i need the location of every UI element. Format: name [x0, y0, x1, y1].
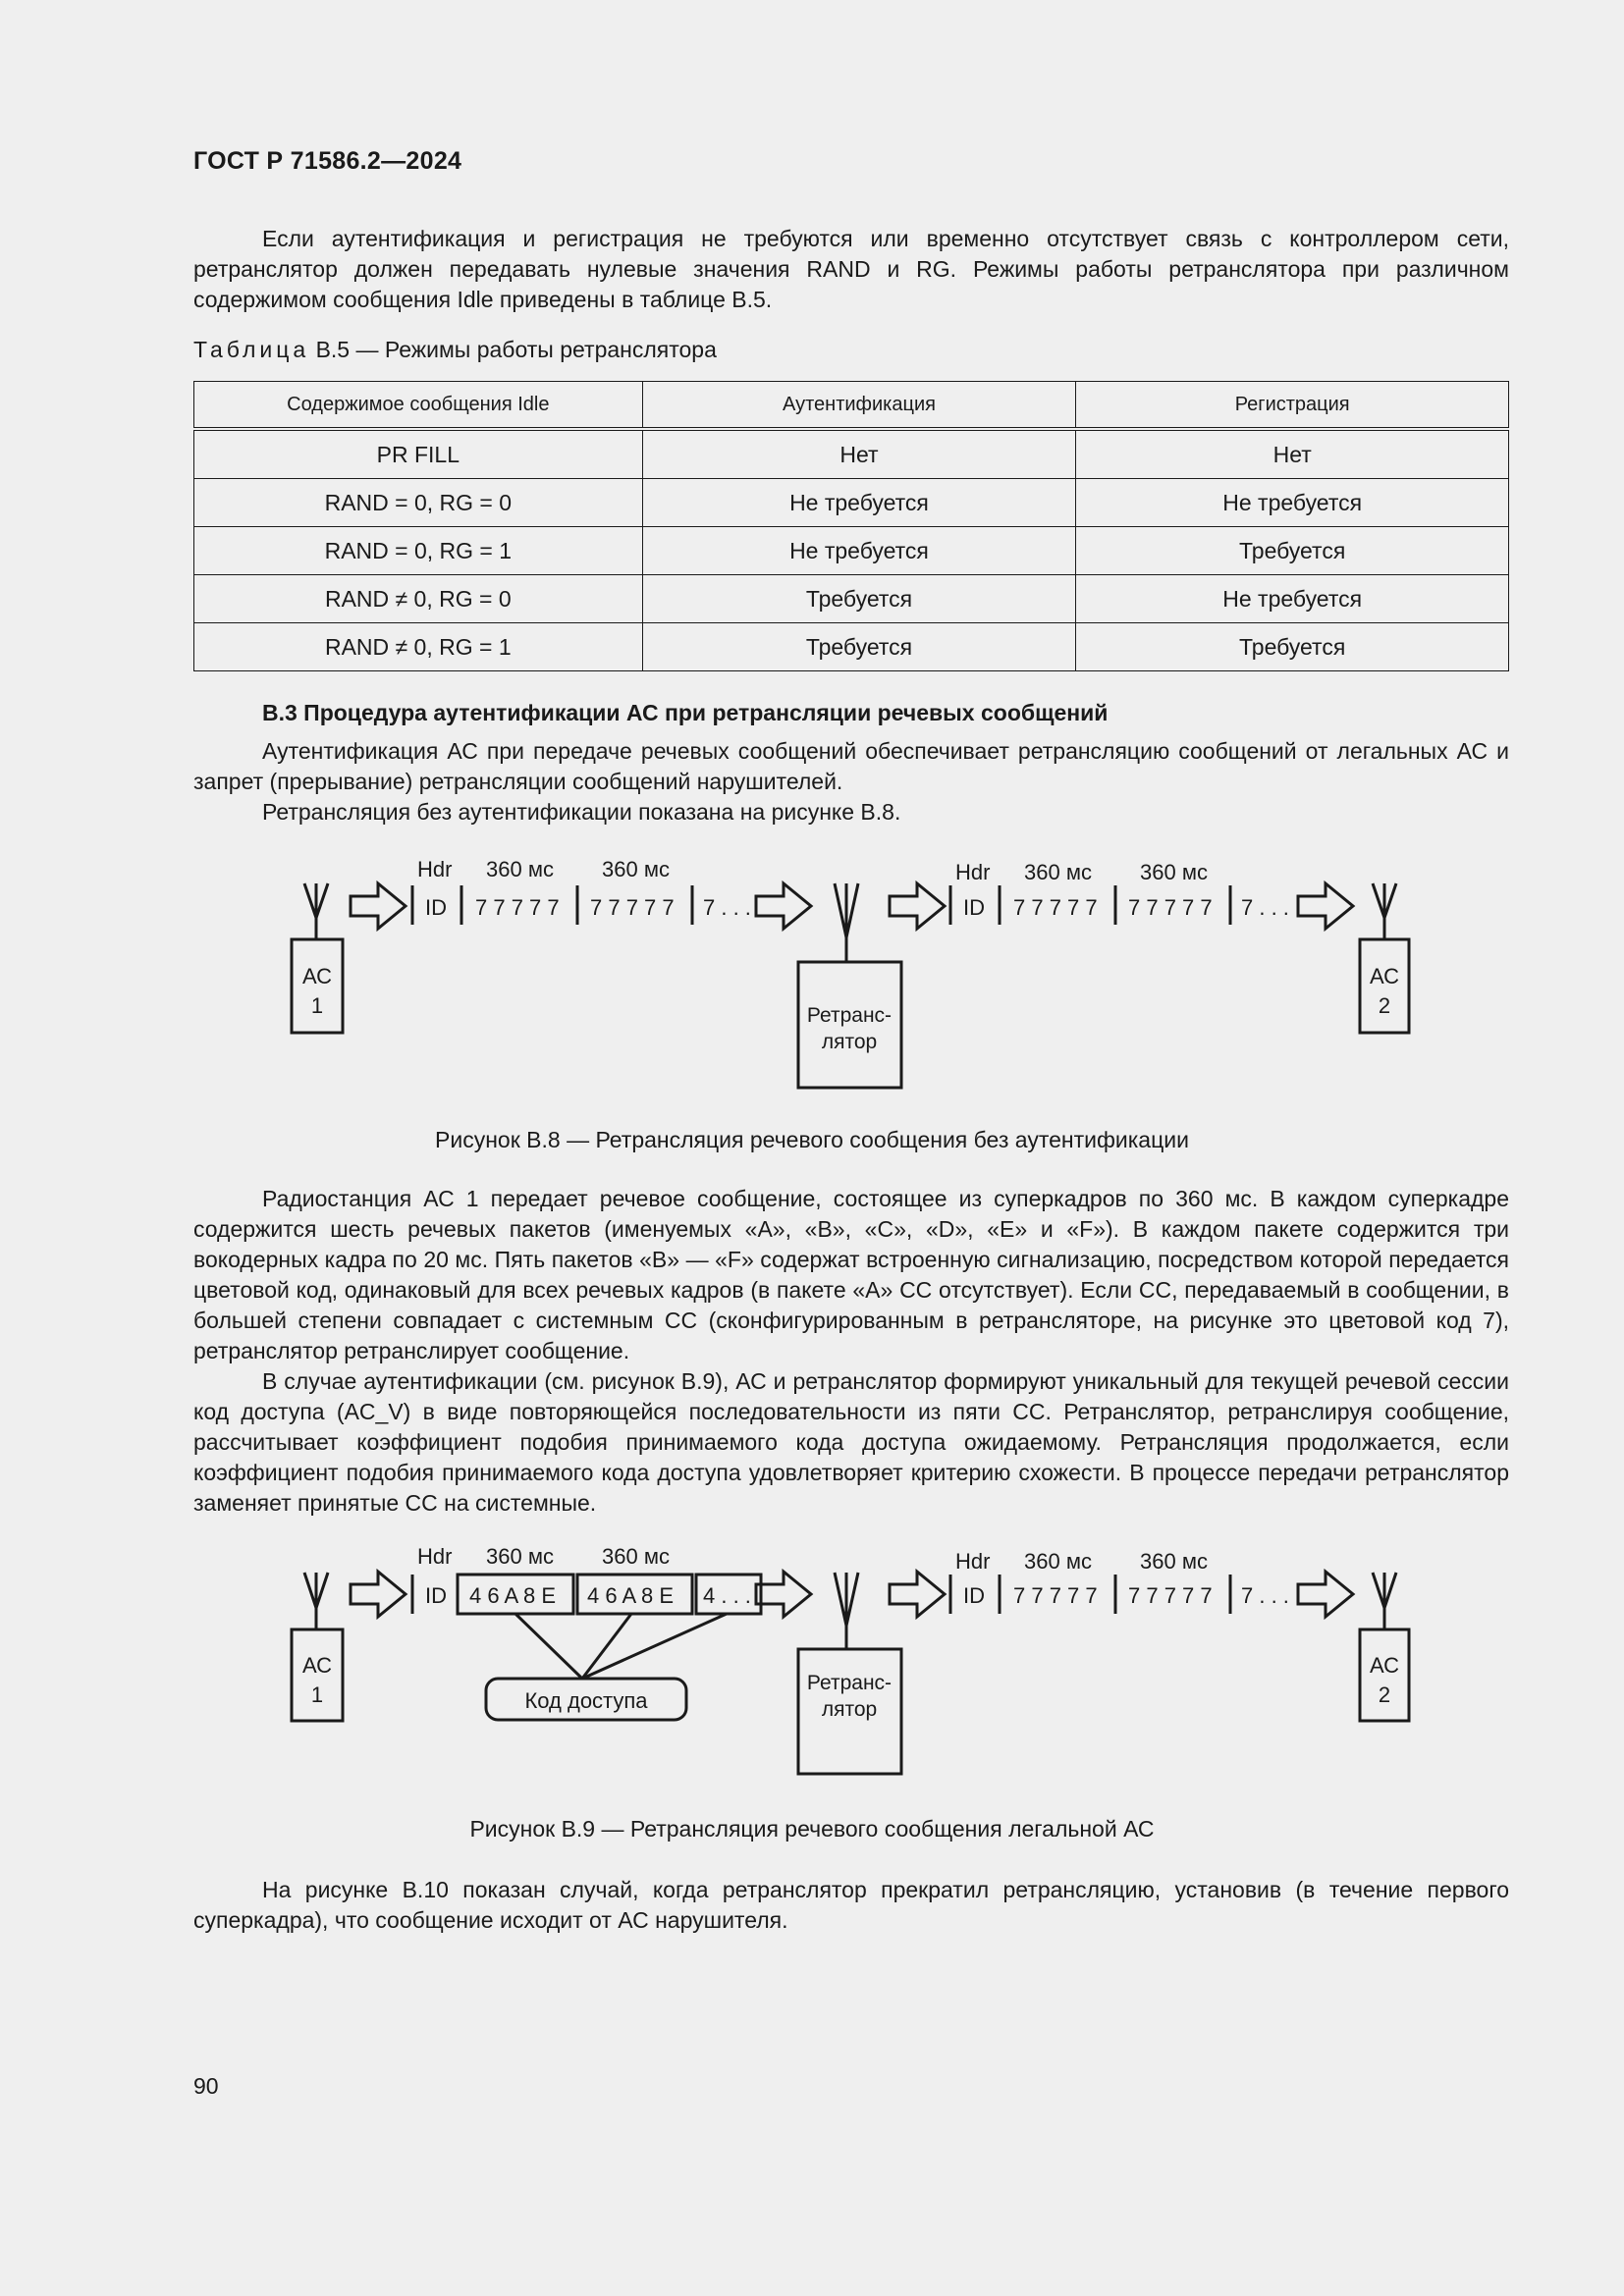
- access-code-value: 4 6 A 8 E: [587, 1583, 675, 1608]
- arrow-right-icon: [1298, 1572, 1353, 1617]
- table-cell: RAND = 0, RG = 1: [194, 527, 643, 575]
- section-paragraph-figure-ref: Ретрансляция без аутентификации показана на рисунке В.8.: [262, 799, 901, 825]
- payload-label: 7 7 7 7 7: [1128, 1583, 1213, 1608]
- table-cell: Не требуется: [642, 527, 1076, 575]
- table-cell: Нет: [642, 429, 1076, 479]
- ac2-number: 2: [1378, 1682, 1391, 1707]
- modes-table: [193, 381, 1509, 671]
- superframe-label: 360 мс: [1140, 1549, 1208, 1574]
- tail-label: 7 . . .: [1241, 895, 1289, 920]
- antenna-icon: [304, 883, 328, 939]
- id-label: ID: [963, 895, 985, 920]
- table-cell: Нет: [1076, 429, 1509, 479]
- section-title: В.3 Процедура аутентификации АС при ретрансляции речевых сообщений: [262, 700, 1109, 725]
- table-cell: Требуется: [1076, 623, 1509, 671]
- table-cell: Не требуется: [642, 479, 1076, 527]
- antenna-icon: [835, 1573, 858, 1649]
- arrow-right-icon: [756, 883, 811, 929]
- table-row: [194, 429, 1509, 479]
- arrow-right-icon: [351, 1572, 406, 1617]
- table-caption-title: В.5 — Режимы работы ретранслятора: [309, 337, 717, 362]
- access-code-value: 4 6 A 8 E: [469, 1583, 557, 1608]
- tail-label: 7 . . .: [703, 895, 751, 920]
- column-header-authentication: Аутентификация: [642, 382, 1076, 430]
- section-paragraph: Аутентификация АС при передаче речевых сообщений обеспечивает ретрансляцию сообщений от легальных АС и запрет (прерывание) ретрансляции сообщений нарушителей.: [193, 738, 1509, 794]
- arrow-right-icon: [890, 1572, 945, 1617]
- table-row: [194, 527, 1509, 575]
- table-cell: RAND ≠ 0, RG = 1: [194, 623, 643, 671]
- antenna-icon: [1373, 1573, 1396, 1629]
- ac2-number: 2: [1378, 993, 1391, 1018]
- superframe-label: 360 мс: [602, 1544, 670, 1569]
- antenna-icon: [304, 1573, 328, 1629]
- table-caption-prefix: Таблица: [193, 337, 310, 362]
- hdr-label: Hdr: [955, 860, 991, 884]
- table-row: [194, 479, 1509, 527]
- superframe-label: 360 мс: [486, 1544, 554, 1569]
- intro-paragraph: Если аутентификация и регистрация не требуются или временно отсутствует связь с контроллером сети, ретранслятор должен передавать нулевые значения RAND и RG. Режимы работы ретранслятора при различном содержимом сообщения Idle приведены в таблице В.5.: [193, 226, 1509, 312]
- hdr-label: Hdr: [955, 1549, 991, 1574]
- payload-label: 7 7 7 7 7: [1013, 1583, 1098, 1608]
- figure-b9-diagram: [0, 1531, 1624, 1787]
- repeater-label: лятор: [821, 1031, 878, 1053]
- table-header-row: [194, 382, 1509, 430]
- payload-label: 7 7 7 7 7: [475, 895, 560, 920]
- body-paragraph: В случае аутентификации (см. рисунок В.9), АС и ретранслятор формируют уникальный для текущей речевой сессии код доступа (AC_V) в виде повторяющейся последовательности из пяти СС. Ретранслятор, ретранслируя сообщение, рассчитывает коэффициент подобия принимаемого кода доступа ожидаемому. Ретрансляция продолжается, если коэффициент подобия принимаемого кода доступа удовлетворяет критерию схожести. В процессе передачи ретранслятор заменяет принятые СС на системные.: [193, 1368, 1509, 1516]
- body-paragraph: Радиостанция АС 1 передает речевое сообщение, состоящее из суперкадров по 360 мс. В каждом суперкадре содержится шесть речевых пакетов (именуемых «А», «В», «С», «D», «Е» и «F»). В каждом пакете содержится три вокодерных кадра по 20 мс. Пять пакетов «В» — «F» содержат встроенную сигнализацию, посредством которой передается цветовой код, одинаковый для всех речевых кадров (в пакете «А» СС отсутствует). Если СС, передаваемый в сообщении, в большей степени совпадает с системным СС (сконфигурированным в ретрансляторе, на рисунке это цветовой код 7), ретранслятор ретранслирует сообщение.: [193, 1186, 1509, 1363]
- access-code-label: Код доступа: [524, 1688, 648, 1713]
- ac2-label: АС: [1369, 1653, 1400, 1678]
- figure-b9-caption: Рисунок В.9 — Ретрансляция речевого сообщения легальной АС: [469, 1816, 1155, 1842]
- table-cell: RAND ≠ 0, RG = 0: [194, 575, 643, 623]
- table-caption: [193, 337, 717, 363]
- hdr-label: Hdr: [417, 1544, 453, 1569]
- table-cell: PR FILL: [194, 429, 643, 479]
- arrow-right-icon: [351, 883, 406, 929]
- hdr-label: Hdr: [417, 857, 453, 881]
- arrow-right-icon: [1298, 883, 1353, 929]
- table-cell: Требуется: [642, 623, 1076, 671]
- column-header-idle-content: Содержимое сообщения Idle: [194, 382, 643, 430]
- tail-label: 7 . . .: [1241, 1583, 1289, 1608]
- table-cell: Требуется: [1076, 527, 1509, 575]
- document-header: ГОСТ Р 71586.2—2024: [193, 147, 462, 175]
- superframe-label: 360 мс: [1024, 1549, 1092, 1574]
- ac1-label: АС: [301, 964, 333, 988]
- ac1-number: 1: [310, 993, 324, 1018]
- table-cell: Требуется: [642, 575, 1076, 623]
- antenna-icon: [1373, 883, 1396, 939]
- id-label: ID: [425, 895, 447, 920]
- table-cell: Не требуется: [1076, 479, 1509, 527]
- access-code-tail: 4 . . .: [703, 1583, 751, 1608]
- repeater-label: лятор: [821, 1698, 878, 1721]
- table-cell: RAND = 0, RG = 0: [194, 479, 643, 527]
- ac1-number: 1: [310, 1682, 324, 1707]
- id-label: ID: [425, 1583, 447, 1608]
- table-cell: Не требуется: [1076, 575, 1509, 623]
- table-row: [194, 575, 1509, 623]
- figure-b8-caption: Рисунок В.8 — Ретрансляция речевого сообщения без аутентификации: [435, 1127, 1189, 1152]
- id-label: ID: [963, 1583, 985, 1608]
- superframe-label: 360 мс: [1140, 860, 1208, 884]
- repeater-label: Ретранс-: [806, 1672, 893, 1694]
- superframe-label: 360 мс: [1024, 860, 1092, 884]
- page-number: 90: [193, 2073, 219, 2099]
- antenna-icon: [835, 883, 858, 962]
- payload-label: 7 7 7 7 7: [1013, 895, 1098, 920]
- payload-label: 7 7 7 7 7: [1128, 895, 1213, 920]
- payload-label: 7 7 7 7 7: [590, 895, 675, 920]
- arrow-right-icon: [756, 1572, 811, 1617]
- final-paragraph: На рисунке В.10 показан случай, когда ретранслятор прекратил ретрансляцию, установив (в течение первого суперкадра), что сообщение исходит от АС нарушителя.: [193, 1877, 1509, 1933]
- table-row: [194, 623, 1509, 671]
- arrow-right-icon: [890, 883, 945, 929]
- ac1-label: АС: [301, 1653, 333, 1678]
- column-header-registration: Регистрация: [1076, 382, 1509, 430]
- figure-b8-diagram: [0, 844, 1624, 1099]
- superframe-label: 360 мс: [486, 857, 554, 881]
- superframe-label: 360 мс: [602, 857, 670, 881]
- ac2-label: АС: [1369, 964, 1400, 988]
- repeater-label: Ретранс-: [806, 1004, 893, 1027]
